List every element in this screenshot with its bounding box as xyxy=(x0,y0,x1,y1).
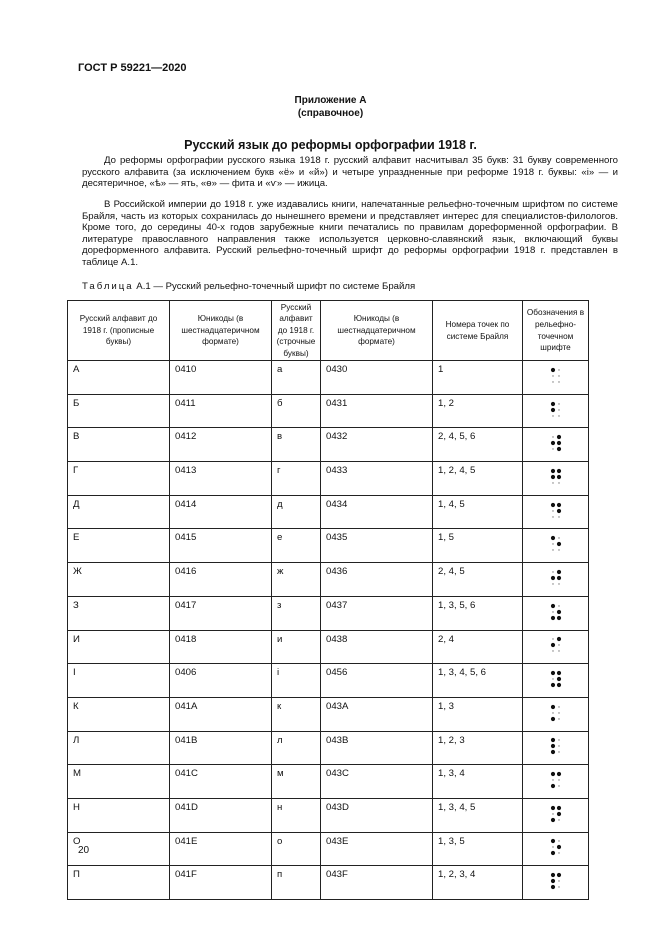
header-uppercase: Русский алфавит до 1918 г. (прописные буквы) xyxy=(68,301,170,361)
table-row xyxy=(68,596,589,630)
braille-dot-empty xyxy=(552,611,553,612)
cell-lowercase-unicode: 0437 xyxy=(321,596,433,630)
cell-braille-symbol xyxy=(523,462,589,496)
braille-dot-empty xyxy=(558,886,559,887)
braille-dot-empty xyxy=(558,880,559,881)
braille-dot-empty xyxy=(558,853,559,854)
cell-braille-symbol xyxy=(523,630,589,664)
braille-dot-empty xyxy=(552,779,553,780)
cell-dot-numbers: 1, 3, 4 xyxy=(433,765,523,799)
table-row xyxy=(68,394,589,428)
braille-dot-raised xyxy=(556,772,560,776)
cell-uppercase-letter: Н xyxy=(68,798,170,832)
braille-dot-empty xyxy=(552,516,553,517)
braille-dot-empty xyxy=(558,706,559,707)
header-braille-symbol: Обозначения в рельефно-точечном шрифте xyxy=(523,301,589,361)
cell-lowercase-letter: з xyxy=(272,596,321,630)
braille-dot-empty xyxy=(558,550,559,551)
cell-uppercase-unicode: 0417 xyxy=(170,596,272,630)
braille-cell-icon xyxy=(549,601,563,623)
braille-dot-raised xyxy=(550,806,554,810)
cell-lowercase-letter: а xyxy=(272,361,321,395)
braille-dot-raised xyxy=(550,873,554,877)
section-heading: Русский язык до реформы орфографии 1918 г. xyxy=(184,138,477,152)
braille-dot-raised xyxy=(556,671,560,675)
cell-uppercase-unicode: 0415 xyxy=(170,529,272,563)
cell-uppercase-letter: І xyxy=(68,664,170,698)
table-row xyxy=(68,697,589,731)
cell-uppercase-letter: Ж xyxy=(68,563,170,597)
cell-braille-symbol xyxy=(523,765,589,799)
braille-dot-raised xyxy=(550,717,554,721)
braille-dot-raised xyxy=(556,683,560,687)
cell-uppercase-letter: Е xyxy=(68,529,170,563)
braille-dot-raised xyxy=(556,576,560,580)
cell-uppercase-letter: И xyxy=(68,630,170,664)
braille-dot-raised xyxy=(556,542,560,546)
cell-uppercase-unicode: 0418 xyxy=(170,630,272,664)
braille-cell-icon xyxy=(549,365,563,387)
cell-uppercase-letter: А xyxy=(68,361,170,395)
braille-cell-icon xyxy=(549,668,563,690)
cell-uppercase-unicode: 0412 xyxy=(170,428,272,462)
cell-uppercase-unicode: 0414 xyxy=(170,495,272,529)
braille-dot-raised xyxy=(556,637,560,641)
cell-braille-symbol xyxy=(523,495,589,529)
cell-lowercase-letter: п xyxy=(272,866,321,900)
paragraph-braille-books: В Российской империи до 1918 г. уже издавались книги, напечатанные рельефно-точечным шрифтом по системе Брайля, часть из которых сохранилась до нынешнего времени и представляет интерес для специалистов-филологов. Кроме того, до середины 40-х годов зарубежные книги печатались по правилам дореформенной орфографии. В литературе православного направления также используется церковно-славянский язык, включающий буквы дореформенного алфавита. Русский рельефно-точечный шрифт до реформы орфографии 1918 г. представлен в таблице А.1. xyxy=(82,199,618,268)
cell-dot-numbers: 1, 5 xyxy=(433,529,523,563)
braille-dot-empty xyxy=(558,752,559,753)
braille-dot-empty xyxy=(552,375,553,376)
cell-lowercase-unicode: 0456 xyxy=(321,664,433,698)
cell-lowercase-unicode: 0438 xyxy=(321,630,433,664)
braille-dot-empty xyxy=(552,437,553,438)
braille-dot-raised xyxy=(550,744,554,748)
braille-dot-raised xyxy=(550,368,554,372)
cell-lowercase-unicode: 0432 xyxy=(321,428,433,462)
braille-cell-icon xyxy=(549,735,563,757)
table-row xyxy=(68,664,589,698)
cell-dot-numbers: 1, 3, 4, 5 xyxy=(433,798,523,832)
braille-dot-empty xyxy=(558,538,559,539)
cell-dot-numbers: 2, 4 xyxy=(433,630,523,664)
braille-dot-empty xyxy=(552,381,553,382)
braille-dot-empty xyxy=(552,678,553,679)
cell-uppercase-letter: М xyxy=(68,765,170,799)
header-lowercase-unicode: Юникоды (в шестнадцатеричном формате) xyxy=(321,301,433,361)
cell-braille-symbol xyxy=(523,731,589,765)
braille-dot-raised xyxy=(556,475,560,479)
braille-dot-empty xyxy=(558,779,559,780)
braille-dot-empty xyxy=(552,712,553,713)
braille-dot-raised xyxy=(556,502,560,506)
braille-dot-empty xyxy=(558,645,559,646)
braille-dot-raised xyxy=(550,839,554,843)
cell-dot-numbers: 1, 3, 5, 6 xyxy=(433,596,523,630)
cell-braille-symbol xyxy=(523,866,589,900)
braille-dot-raised xyxy=(550,851,554,855)
cell-braille-symbol xyxy=(523,664,589,698)
braille-cell-icon xyxy=(549,399,563,421)
table-row xyxy=(68,731,589,765)
table-row xyxy=(68,765,589,799)
braille-dot-empty xyxy=(552,651,553,652)
braille-cell-icon xyxy=(549,432,563,454)
braille-dot-raised xyxy=(556,677,560,681)
cell-dot-numbers: 1, 3 xyxy=(433,697,523,731)
braille-dot-raised xyxy=(550,772,554,776)
braille-cell-icon xyxy=(549,567,563,589)
braille-dot-raised xyxy=(556,616,560,620)
cell-dot-numbers: 1 xyxy=(433,361,523,395)
braille-dot-raised xyxy=(550,401,554,405)
cell-uppercase-letter: Д xyxy=(68,495,170,529)
header-uppercase-unicode: Юникоды (в шестнадцатеричном формате) xyxy=(170,301,272,361)
cell-lowercase-letter: е xyxy=(272,529,321,563)
document-standard-code: ГОСТ Р 59221—2020 xyxy=(78,62,187,74)
cell-lowercase-unicode: 043Е xyxy=(321,832,433,866)
braille-dot-empty xyxy=(552,571,553,572)
braille-dot-empty xyxy=(558,841,559,842)
cell-uppercase-unicode: 041Е xyxy=(170,832,272,866)
braille-dot-empty xyxy=(558,403,559,404)
header-dot-numbers: Номера точек по системе Брайля xyxy=(433,301,523,361)
braille-cell-icon xyxy=(549,702,563,724)
braille-dot-raised xyxy=(550,576,554,580)
braille-dot-raised xyxy=(556,570,560,574)
cell-lowercase-unicode: 0431 xyxy=(321,394,433,428)
braille-dot-empty xyxy=(558,605,559,606)
table-row xyxy=(68,798,589,832)
braille-dot-empty xyxy=(558,381,559,382)
cell-braille-symbol xyxy=(523,798,589,832)
braille-dot-raised xyxy=(550,818,554,822)
cell-uppercase-letter: Л xyxy=(68,731,170,765)
braille-dot-raised xyxy=(556,845,560,849)
braille-dot-raised xyxy=(550,683,554,687)
cell-lowercase-unicode: 0430 xyxy=(321,361,433,395)
cell-uppercase-letter: О xyxy=(68,832,170,866)
cell-dot-numbers: 1, 3, 5 xyxy=(433,832,523,866)
braille-cell-icon xyxy=(549,533,563,555)
table-row xyxy=(68,866,589,900)
braille-dot-raised xyxy=(550,784,554,788)
braille-dot-empty xyxy=(552,482,553,483)
braille-dot-empty xyxy=(558,375,559,376)
cell-lowercase-letter: н xyxy=(272,798,321,832)
cell-braille-symbol xyxy=(523,832,589,866)
braille-cell-icon xyxy=(549,634,563,656)
cell-uppercase-unicode: 041С xyxy=(170,765,272,799)
braille-dot-empty xyxy=(558,651,559,652)
cell-dot-numbers: 1, 3, 4, 5, 6 xyxy=(433,664,523,698)
braille-dot-empty xyxy=(552,544,553,545)
cell-lowercase-unicode: 043В xyxy=(321,731,433,765)
braille-dot-raised xyxy=(550,475,554,479)
cell-braille-symbol xyxy=(523,529,589,563)
braille-dot-raised xyxy=(550,407,554,411)
cell-uppercase-unicode: 041В xyxy=(170,731,272,765)
cell-lowercase-letter: м xyxy=(272,765,321,799)
braille-dot-raised xyxy=(556,441,560,445)
braille-dot-empty xyxy=(558,415,559,416)
braille-dot-raised xyxy=(556,873,560,877)
braille-dot-raised xyxy=(550,536,554,540)
cell-lowercase-letter: г xyxy=(272,462,321,496)
cell-uppercase-letter: П xyxy=(68,866,170,900)
braille-dot-empty xyxy=(552,510,553,511)
braille-cell-icon xyxy=(549,803,563,825)
braille-dot-raised xyxy=(550,469,554,473)
cell-lowercase-letter: д xyxy=(272,495,321,529)
cell-uppercase-unicode: 0406 xyxy=(170,664,272,698)
braille-dot-raised xyxy=(550,879,554,883)
table-row xyxy=(68,563,589,597)
cell-dot-numbers: 1, 2, 3 xyxy=(433,731,523,765)
cell-uppercase-unicode: 0410 xyxy=(170,361,272,395)
braille-dot-empty xyxy=(552,847,553,848)
cell-uppercase-letter: Б xyxy=(68,394,170,428)
table-row xyxy=(68,428,589,462)
cell-lowercase-unicode: 043D xyxy=(321,798,433,832)
cell-braille-symbol xyxy=(523,394,589,428)
cell-dot-numbers: 2, 4, 5, 6 xyxy=(433,428,523,462)
cell-lowercase-letter: к xyxy=(272,697,321,731)
table-row xyxy=(68,529,589,563)
braille-dot-empty xyxy=(558,785,559,786)
braille-dot-empty xyxy=(552,639,553,640)
table-caption xyxy=(82,281,415,292)
cell-braille-symbol xyxy=(523,697,589,731)
table-caption-label: Таблица xyxy=(82,281,134,292)
table-body xyxy=(68,361,589,900)
cell-uppercase-unicode: 0413 xyxy=(170,462,272,496)
braille-dot-raised xyxy=(556,435,560,439)
braille-dot-raised xyxy=(550,705,554,709)
table-row xyxy=(68,361,589,395)
braille-dot-empty xyxy=(558,740,559,741)
braille-dot-raised xyxy=(556,812,560,816)
page-number: 20 xyxy=(78,845,90,856)
braille-dot-empty xyxy=(558,746,559,747)
braille-dot-raised xyxy=(550,616,554,620)
cell-uppercase-letter: Г xyxy=(68,462,170,496)
cell-lowercase-unicode: 043F xyxy=(321,866,433,900)
cell-uppercase-letter: В xyxy=(68,428,170,462)
table-row xyxy=(68,462,589,496)
table-caption-text: А.1 — Русский рельефно-точечный шрифт по системе Брайля xyxy=(136,281,416,292)
braille-dot-empty xyxy=(558,409,559,410)
cell-lowercase-unicode: 0433 xyxy=(321,462,433,496)
braille-dot-empty xyxy=(558,718,559,719)
table-row xyxy=(68,832,589,866)
cell-uppercase-unicode: 041D xyxy=(170,798,272,832)
cell-uppercase-letter: К xyxy=(68,697,170,731)
cell-lowercase-letter: л xyxy=(272,731,321,765)
cell-dot-numbers: 1, 2, 4, 5 xyxy=(433,462,523,496)
cell-dot-numbers: 1, 4, 5 xyxy=(433,495,523,529)
braille-dot-raised xyxy=(550,738,554,742)
braille-dot-empty xyxy=(552,813,553,814)
cell-dot-numbers: 1, 2, 3, 4 xyxy=(433,866,523,900)
cell-lowercase-unicode: 0434 xyxy=(321,495,433,529)
table-row xyxy=(68,495,589,529)
cell-uppercase-unicode: 0416 xyxy=(170,563,272,597)
braille-table xyxy=(67,300,589,900)
braille-cell-icon xyxy=(549,870,563,892)
cell-uppercase-letter: З xyxy=(68,596,170,630)
braille-cell-icon xyxy=(549,836,563,858)
cell-lowercase-unicode: 043С xyxy=(321,765,433,799)
braille-dot-raised xyxy=(556,447,560,451)
braille-dot-raised xyxy=(550,502,554,506)
braille-dot-raised xyxy=(550,885,554,889)
braille-cell-icon xyxy=(549,466,563,488)
braille-dot-raised xyxy=(550,750,554,754)
braille-dot-raised xyxy=(550,441,554,445)
cell-braille-symbol xyxy=(523,563,589,597)
braille-dot-empty xyxy=(558,583,559,584)
cell-dot-numbers: 2, 4, 5 xyxy=(433,563,523,597)
cell-lowercase-letter: в xyxy=(272,428,321,462)
cell-uppercase-unicode: 041А xyxy=(170,697,272,731)
braille-cell-icon xyxy=(549,769,563,791)
paragraph-alphabet-history: До реформы орфографии русского языка 1918 г. русский алфавит насчитывал 35 букв: 31 букву современного русского алфавита (за исключением букв «ё» и «й») и четыре упраздненные при реформе 1918 г. буквы: «і» — и десятеричное, «ѣ» — ять, «ѳ» — фита и «ѵ» — ижица. xyxy=(82,155,618,190)
braille-dot-empty xyxy=(558,712,559,713)
cell-lowercase-unicode: 0435 xyxy=(321,529,433,563)
braille-dot-empty xyxy=(558,482,559,483)
braille-dot-raised xyxy=(550,643,554,647)
braille-cell-icon xyxy=(549,500,563,522)
cell-braille-symbol xyxy=(523,428,589,462)
cell-lowercase-letter: ж xyxy=(272,563,321,597)
braille-dot-empty xyxy=(552,449,553,450)
braille-dot-raised xyxy=(556,610,560,614)
cell-lowercase-letter: б xyxy=(272,394,321,428)
braille-dot-empty xyxy=(558,516,559,517)
braille-dot-empty xyxy=(552,550,553,551)
cell-lowercase-letter: о xyxy=(272,832,321,866)
cell-lowercase-letter: і xyxy=(272,664,321,698)
braille-dot-raised xyxy=(550,604,554,608)
braille-dot-raised xyxy=(556,508,560,512)
braille-dot-empty xyxy=(558,819,559,820)
table-row xyxy=(68,630,589,664)
cell-dot-numbers: 1, 2 xyxy=(433,394,523,428)
braille-dot-empty xyxy=(552,415,553,416)
appendix-title: Приложение А xyxy=(294,95,367,106)
cell-lowercase-letter: и xyxy=(272,630,321,664)
cell-lowercase-unicode: 043А xyxy=(321,697,433,731)
braille-dot-empty xyxy=(552,583,553,584)
cell-braille-symbol xyxy=(523,596,589,630)
braille-dot-raised xyxy=(556,469,560,473)
braille-dot-raised xyxy=(556,806,560,810)
cell-braille-symbol xyxy=(523,361,589,395)
braille-dot-empty xyxy=(558,369,559,370)
header-lowercase: Русский алфавит до 1918 г. (строчные буквы) xyxy=(272,301,321,361)
table-header-row xyxy=(68,301,589,361)
cell-uppercase-unicode: 0411 xyxy=(170,394,272,428)
cell-uppercase-unicode: 041F xyxy=(170,866,272,900)
braille-dot-raised xyxy=(550,671,554,675)
cell-lowercase-unicode: 0436 xyxy=(321,563,433,597)
appendix-subtitle: (справочное) xyxy=(297,108,364,119)
